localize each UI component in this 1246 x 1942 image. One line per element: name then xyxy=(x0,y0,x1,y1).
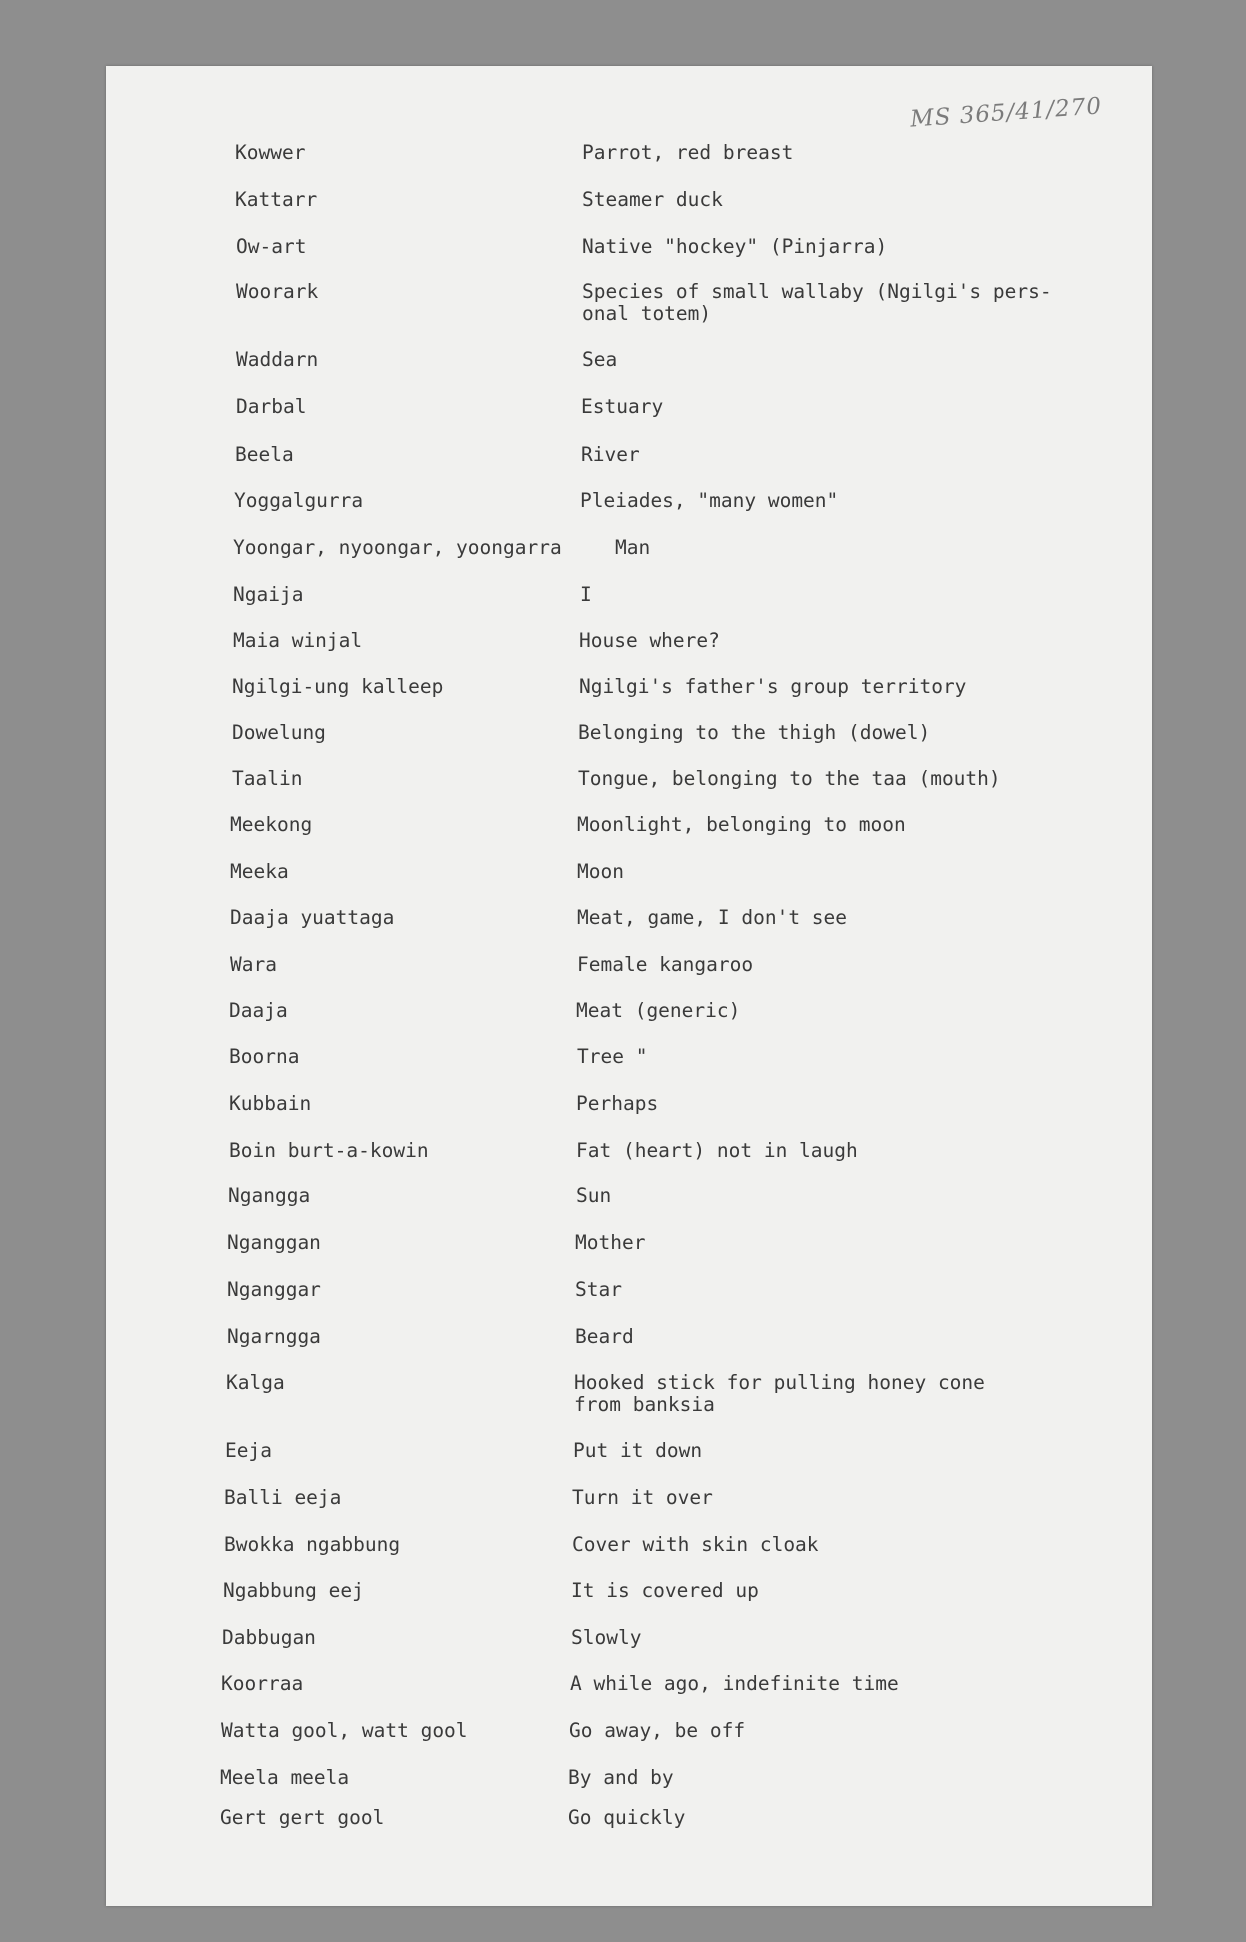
entry-term: Ngabbung eej xyxy=(223,1579,364,1602)
entry-term: Watta gool, watt gool xyxy=(221,1719,468,1742)
entry-term: Kubbain xyxy=(229,1092,312,1115)
entry-term: Darbal xyxy=(236,395,307,418)
entry-term: Ngarngga xyxy=(227,1325,321,1348)
entry-gloss: Tree " xyxy=(577,1045,648,1068)
entry-gloss: Meat, game, I don't see xyxy=(577,906,848,929)
entry-gloss: House where? xyxy=(579,629,720,652)
entry-gloss: Go quickly xyxy=(568,1806,686,1829)
entry-gloss: Turn it over xyxy=(572,1486,713,1509)
entry-gloss: Moonlight, belonging to moon xyxy=(577,813,906,836)
entry-term: Beela xyxy=(235,443,294,466)
entry-gloss: Fat (heart) not in laugh xyxy=(576,1139,858,1162)
entry-gloss: Mother xyxy=(575,1231,646,1254)
entry-gloss: Man xyxy=(615,536,651,559)
entry-gloss: Belonging to the thigh (dowel) xyxy=(578,721,931,744)
entry-gloss: Sea xyxy=(582,348,618,371)
entry-term: Balli eeja xyxy=(224,1486,342,1509)
entry-term: Dabbugan xyxy=(222,1626,316,1649)
entry-term: Nganggan xyxy=(227,1231,321,1254)
entry-term: Yoggalgurra xyxy=(234,489,364,512)
entry-term: Gert gert gool xyxy=(220,1806,385,1829)
entry-term: Dowelung xyxy=(232,721,326,744)
entry-gloss: Cover with skin cloak xyxy=(572,1533,819,1556)
entry-term: Koorraa xyxy=(221,1672,304,1695)
entry-gloss: Parrot, red breast xyxy=(582,141,794,164)
entry-term: Meeka xyxy=(230,860,289,883)
entry-gloss: Ngilgi's father's group territory xyxy=(579,675,967,698)
entry-gloss: Meat (generic) xyxy=(576,999,741,1022)
entry-term: Daaja yuattaga xyxy=(230,906,395,929)
entry-gloss: Tongue, belonging to the taa (mouth) xyxy=(578,767,1001,790)
entry-term: Ngangga xyxy=(228,1184,311,1207)
entry-term: Boorna xyxy=(229,1045,300,1068)
entry-term: Daaja xyxy=(229,999,288,1022)
entry-gloss: Star xyxy=(575,1278,622,1301)
entry-gloss: Perhaps xyxy=(576,1092,659,1115)
entry-gloss: Species of small wallaby (Ngilgi's pers- onal totem) xyxy=(582,280,1052,325)
entry-gloss: Moon xyxy=(577,860,624,883)
entry-gloss: Go away, be off xyxy=(569,1719,746,1742)
reference-mark: MS 365/41/270 xyxy=(909,93,1103,133)
entry-gloss: Beard xyxy=(575,1325,634,1348)
entry-term: Boin burt-a-kowin xyxy=(229,1139,429,1162)
entry-term: Ngilgi-ung kalleep xyxy=(232,675,444,698)
entry-gloss: Female kangaroo xyxy=(577,953,754,976)
entry-gloss: Put it down xyxy=(573,1439,703,1462)
entry-term: Ow-art xyxy=(236,235,307,258)
entry-gloss: Hooked stick for pulling honey cone from banksia xyxy=(574,1371,985,1416)
entry-gloss: Slowly xyxy=(571,1626,642,1649)
entry-term: Meekong xyxy=(230,813,313,836)
entry-term: Bwokka ngabbung xyxy=(224,1533,401,1556)
entry-term: Nganggar xyxy=(227,1278,321,1301)
entry-gloss: Native "hockey" (Pinjarra) xyxy=(582,235,888,258)
entry-gloss: Pleiades, "many women" xyxy=(580,489,839,512)
vocabulary-list xyxy=(106,66,1152,1906)
entry-gloss: It is covered up xyxy=(571,1579,759,1602)
entry-term: Woorark xyxy=(236,280,319,303)
entry-term: Kalga xyxy=(226,1371,285,1394)
entry-term: Yoongar, nyoongar, yoongarra xyxy=(233,536,562,559)
entry-gloss: Estuary xyxy=(581,395,664,418)
entry-term: Waddarn xyxy=(236,348,319,371)
entry-term: Eeja xyxy=(225,1439,272,1462)
entry-gloss: I xyxy=(580,583,592,606)
entry-gloss: By and by xyxy=(568,1766,674,1789)
entry-term: Kowwer xyxy=(235,141,306,164)
entry-term: Ngaija xyxy=(233,583,304,606)
entry-term: Meela meela xyxy=(220,1766,350,1789)
entry-term: Wara xyxy=(230,953,277,976)
entry-gloss: River xyxy=(581,443,640,466)
entry-term: Kattarr xyxy=(235,188,318,211)
entry-term: Maia winjal xyxy=(233,629,363,652)
entry-gloss: Sun xyxy=(576,1184,612,1207)
document-page xyxy=(106,66,1152,1906)
entry-gloss: Steamer duck xyxy=(582,188,723,211)
entry-gloss: A while ago, indefinite time xyxy=(570,1672,899,1695)
entry-term: Taalin xyxy=(232,767,303,790)
